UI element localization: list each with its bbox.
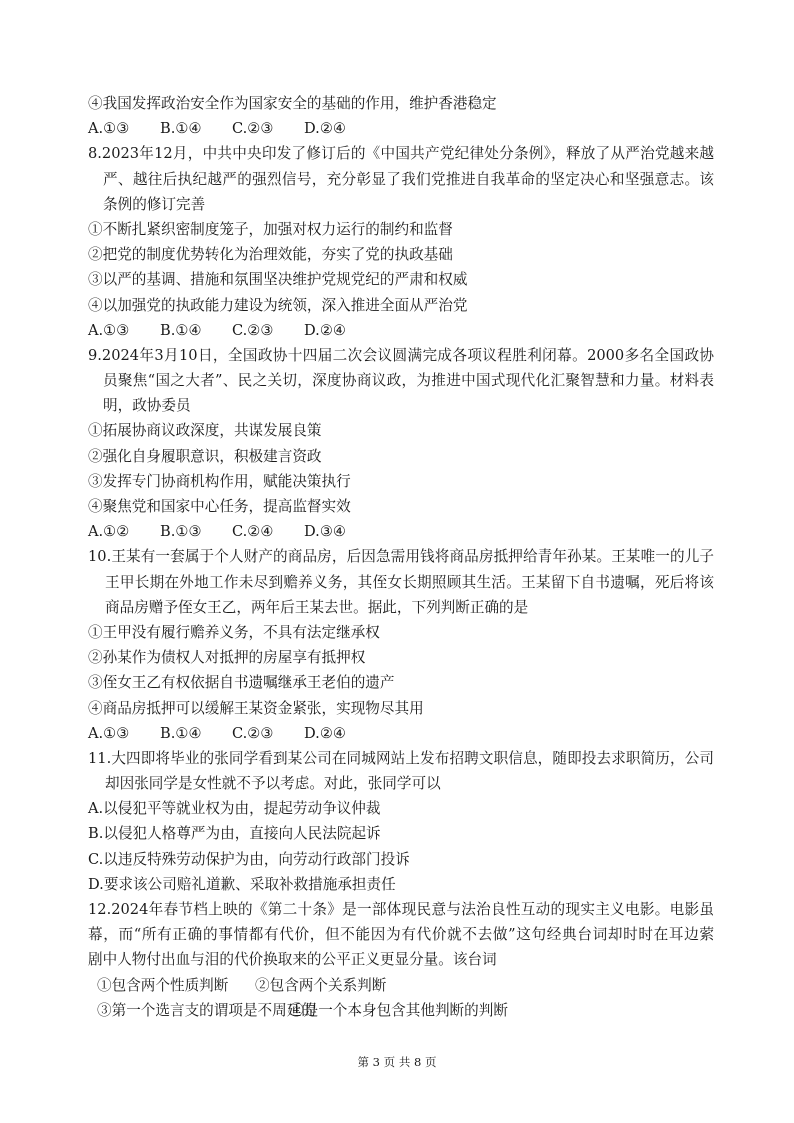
q8-option: ③以严的基调、措施和氛围坚决维护党规党纪的严肃和权威 — [88, 271, 468, 289]
answer-c: C.②④ — [232, 523, 274, 541]
q10-option: ③侄女王乙有权依据自书遗嘱继承王老伯的遗产 — [88, 674, 395, 692]
answer-a: A.①③ — [88, 321, 130, 339]
answer-d: D.②④ — [304, 120, 346, 138]
q8-option: ①不断扎紧织密制度笼子，加强对权力运行的制约和监督 — [88, 220, 453, 238]
q7-answers — [88, 116, 714, 141]
q10-option: ①王甲没有履行赡养义务，不具有法定继承权 — [88, 623, 380, 641]
q12-stem-line: 12.2024年春节档上映的《第二十条》是一部体现民意与法治良性互动的现实主义电影。电影虽 — [88, 901, 714, 918]
q11-stem-line: 却因张同学是女性就不予以考虑。对此，张同学可以 — [105, 775, 441, 793]
q12-stem-line: 幕，而“所有正确的事情都有代价，但不能因为有代价就不去做”这句经典台词却时时在耳边萦 — [88, 926, 714, 944]
answer-d: D.②④ — [304, 321, 346, 339]
q10-answers — [88, 721, 714, 746]
answer-b: B.①④ — [160, 321, 202, 339]
answer-b: B.①④ — [160, 724, 202, 742]
answer-a: A.①③ — [88, 120, 130, 138]
q12-stem-line: 剧中人物付出血与泪的代价换取来的公平正义更显分量。该台词 — [88, 951, 497, 969]
answer-b: B.①④ — [160, 120, 202, 138]
answer-c: C.②③ — [232, 321, 274, 339]
q12-options-row — [88, 973, 714, 998]
q8-stem-line: 条例的修订完善 — [103, 195, 206, 213]
q12-option: ①包含两个性质判断 — [97, 976, 229, 994]
answer-d: D.②④ — [304, 724, 346, 742]
exam-page — [88, 91, 714, 1023]
q12-option: ④是一个本身包含其他判断的判断 — [289, 1001, 508, 1019]
answer-d: D.③④ — [304, 523, 346, 541]
q8-option: ④以加强党的执政能力建设为统领，深入推进全面从严治党 — [88, 296, 468, 314]
q10-stem-line: 10.王某有一套属于个人财产的商品房，后因急需用钱将商品房抵押给青年孙某。王某唯一的儿子 — [88, 548, 714, 566]
q11-option: A.以侵犯平等就业权为由，提起劳动争议仲裁 — [88, 800, 381, 818]
q12-option: ②包含两个关系判断 — [255, 976, 387, 994]
answer-c: C.②③ — [232, 120, 274, 138]
q9-option: ③发挥专门协商机构作用，赋能决策执行 — [88, 472, 351, 490]
q10-stem-line: 王甲长期在外地工作未尽到赡养义务，其侄女长期照顾其生活。王某留下自书遗嘱，死后将该 — [105, 573, 714, 591]
answer-a: A.①② — [88, 523, 130, 541]
q9-option: ②强化自身履职意识，积极建言资政 — [88, 447, 322, 465]
answer-c: C.②③ — [232, 724, 274, 742]
q8-stem-line: 严、越往后执纪越严的强烈信号，充分彰显了我们党推进自我革命的坚定决心和坚强意志。该 — [103, 170, 714, 188]
q11-option: C.以违反特殊劳动保护为由，向劳动行政部门投诉 — [88, 850, 410, 868]
q9-stem-line: 9.2024年3月10日，全国政协十四届二次会议圆满完成各项议程胜利闭幕。2000多名全国政协 — [88, 346, 714, 364]
q8-option: ②把党的制度优势转化为治理效能，夯实了党的执政基础 — [88, 246, 453, 264]
q7-option-4: ④我国发挥政治安全作为国家安全的基础的作用，维护香港稳定 — [88, 95, 497, 112]
q10-stem-line: 商品房赠予侄女王乙，两年后王某去世。据此，下列判断正确的是 — [105, 598, 529, 616]
q12-option: ③第一个选言支的谓项是不周延的 — [97, 1001, 316, 1019]
q11-option: B.以侵犯人格尊严为由，直接向人民法院起诉 — [88, 825, 381, 843]
q10-option: ②孙某作为债权人对抵押的房屋享有抵押权 — [88, 649, 366, 667]
q9-stem-line: 员聚焦“国之大者”、民之关切，深度协商议政，为推进中国式现代化汇聚智慧和力量。材料表 — [103, 372, 714, 390]
q8-stem-line: 8.2023年12月，中共中央印发了修订后的《中国共产党纪律处分条例》，释放了从严治党越来越 — [88, 145, 714, 163]
answer-a: A.①③ — [88, 724, 130, 742]
q9-stem-line: 明，政协委员 — [103, 397, 191, 415]
q11-stem-line: 11.大四即将毕业的张同学看到某公司在同城网站上发布招聘文职信息，随即投去求职简历，公司 — [88, 749, 714, 767]
q9-option: ①拓展协商议政深度，共谋发展良策 — [88, 422, 322, 440]
q11-option: D.要求该公司赔礼道歉、采取补救措施承担责任 — [88, 875, 396, 893]
q9-option: ④聚焦党和国家中心任务，提高监督实效 — [88, 498, 351, 515]
q8-answers — [88, 318, 714, 343]
q9-answers — [88, 519, 714, 544]
answer-b: B.①③ — [160, 523, 202, 541]
q10-option: ④商品房抵押可以缓解王某资金紧张，实现物尽其用 — [88, 699, 424, 717]
q12-options-row — [88, 998, 714, 1023]
page-number: 第 3 页 共 8 页 — [357, 1055, 437, 1069]
